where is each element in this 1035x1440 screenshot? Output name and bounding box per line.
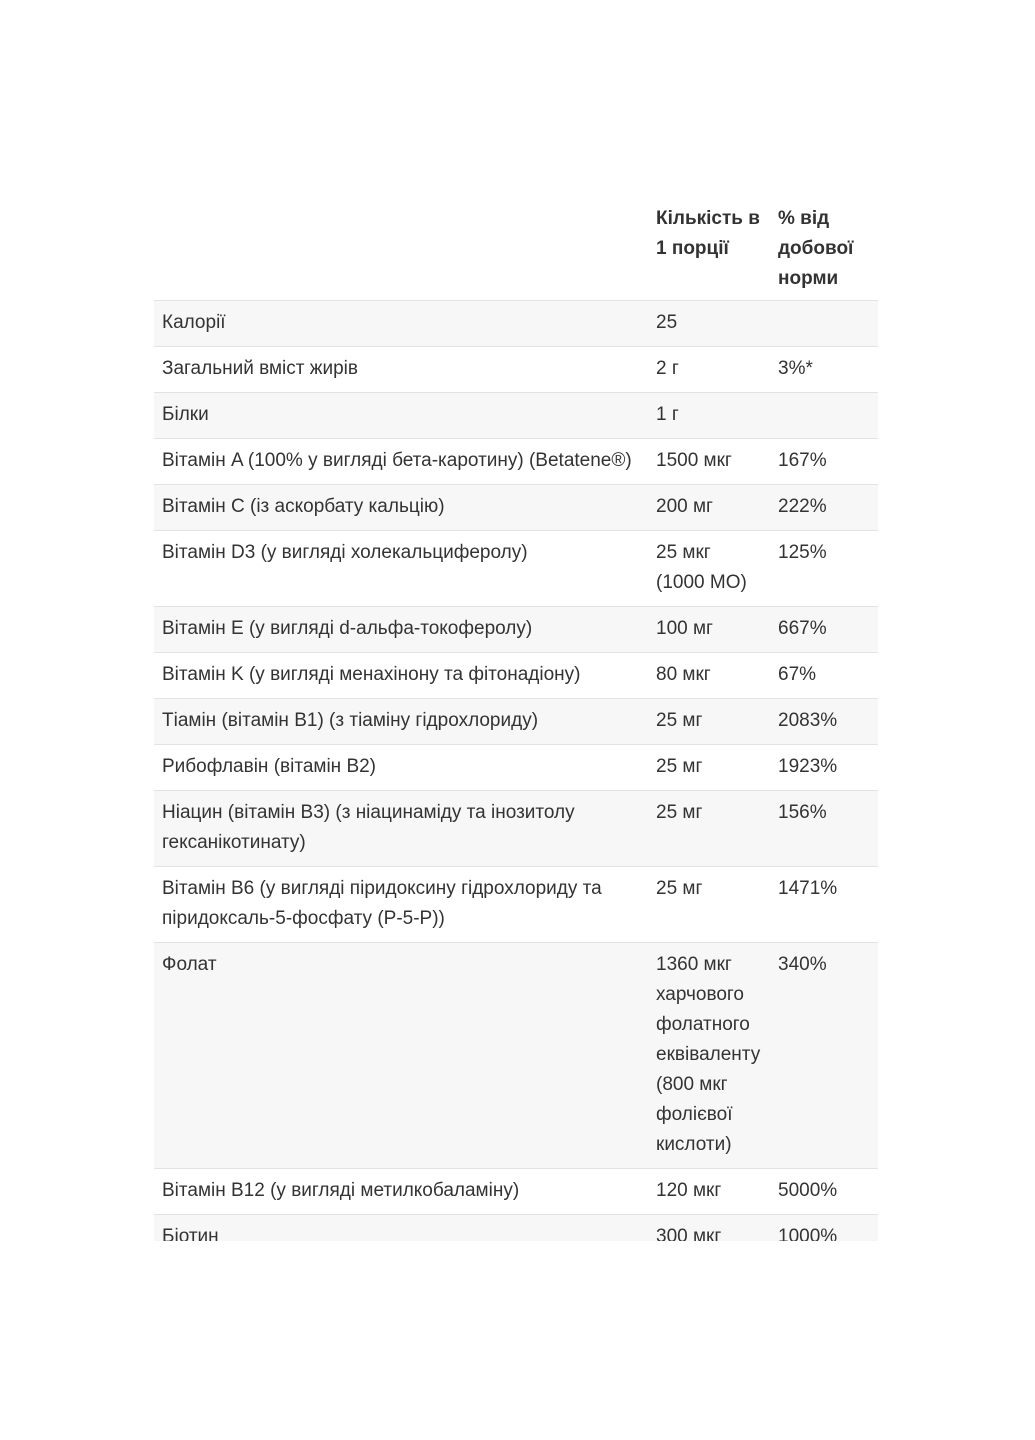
nutrient-daily-value	[770, 393, 878, 439]
nutrient-daily-value: 5000%	[770, 1169, 878, 1215]
nutrient-name: Вітамін B6 (у вигляді піридоксину гідрохлориду та піридоксаль-5-фосфату (P-5-P))	[154, 867, 648, 943]
table-header	[154, 204, 878, 301]
nutrient-daily-value: 1923%	[770, 745, 878, 791]
nutrient-amount: 120 мкг	[648, 1169, 770, 1215]
header-row	[154, 204, 878, 301]
nutrient-daily-value: 167%	[770, 439, 878, 485]
table-row	[154, 745, 878, 791]
nutrient-name: Вітамін A (100% у вигляді бета-каротину) (Betatene®)	[154, 439, 648, 485]
table-row	[154, 867, 878, 943]
nutrient-name: Ніацин (вітамін B3) (з ніацинаміду та інозитолу гексанікотинату)	[154, 791, 648, 867]
nutrient-daily-value: 3%*	[770, 347, 878, 393]
header-nutrient	[154, 204, 648, 301]
header-amount-per-serving: Кількість в 1 порції	[648, 204, 770, 301]
nutrient-name: Рибофлавін (вітамін B2)	[154, 745, 648, 791]
table-row	[154, 347, 878, 393]
nutrient-amount: 25 мг	[648, 867, 770, 943]
nutrient-amount: 200 мг	[648, 485, 770, 531]
nutrient-amount: 1360 мкг харчового фолатного еквіваленту (800 мкг фолієвої кислоти)	[648, 943, 770, 1169]
table-row	[154, 485, 878, 531]
nutrient-name: Вітамін K (у вигляді менахінону та фітонадіону)	[154, 653, 648, 699]
nutrient-name: Вітамін B12 (у вигляді метилкобаламіну)	[154, 1169, 648, 1215]
nutrient-amount: 25 мг	[648, 791, 770, 867]
nutrient-amount: 25 мкг (1000 МО)	[648, 531, 770, 607]
nutrient-daily-value: 667%	[770, 607, 878, 653]
nutrient-daily-value: 125%	[770, 531, 878, 607]
header-daily-value: % від добової норми	[770, 204, 878, 301]
table-row	[154, 439, 878, 485]
nutrient-name: Вітамін D3 (у вигляді холекальциферолу)	[154, 531, 648, 607]
table-row	[154, 943, 878, 1169]
table-row	[154, 699, 878, 745]
table-row	[154, 653, 878, 699]
nutrient-name: Вітамін C (із аскорбату кальцію)	[154, 485, 648, 531]
table-body	[154, 301, 878, 1242]
nutrient-daily-value: 222%	[770, 485, 878, 531]
nutrient-name: Вітамін E (у вигляді d-альфа-токоферолу)	[154, 607, 648, 653]
nutrient-name: Калорії	[154, 301, 648, 347]
nutrient-daily-value: 156%	[770, 791, 878, 867]
nutrient-daily-value	[770, 301, 878, 347]
nutrient-amount: 1 г	[648, 393, 770, 439]
nutrient-daily-value: 1000%	[770, 1215, 878, 1242]
nutrition-facts-table	[154, 204, 878, 1241]
nutrient-name: Білки	[154, 393, 648, 439]
nutrient-amount: 1500 мкг	[648, 439, 770, 485]
nutrition-table-container	[154, 204, 878, 1241]
nutrient-name: Біотин	[154, 1215, 648, 1242]
nutrient-daily-value: 340%	[770, 943, 878, 1169]
nutrient-amount: 2 г	[648, 347, 770, 393]
nutrient-daily-value: 2083%	[770, 699, 878, 745]
nutrient-daily-value: 1471%	[770, 867, 878, 943]
nutrient-name: Загальний вміст жирів	[154, 347, 648, 393]
table-row	[154, 1215, 878, 1242]
table-row	[154, 791, 878, 867]
nutrient-name: Тіамін (вітамін B1) (з тіаміну гідрохлориду)	[154, 699, 648, 745]
table-row	[154, 1169, 878, 1215]
nutrient-daily-value: 67%	[770, 653, 878, 699]
nutrient-amount: 100 мг	[648, 607, 770, 653]
nutrient-amount: 25	[648, 301, 770, 347]
nutrient-amount: 80 мкг	[648, 653, 770, 699]
nutrient-name: Фолат	[154, 943, 648, 1169]
table-row	[154, 393, 878, 439]
nutrient-amount: 300 мкг	[648, 1215, 770, 1242]
table-row	[154, 607, 878, 653]
table-row	[154, 301, 878, 347]
table-row	[154, 531, 878, 607]
nutrient-amount: 25 мг	[648, 699, 770, 745]
nutrient-amount: 25 мг	[648, 745, 770, 791]
